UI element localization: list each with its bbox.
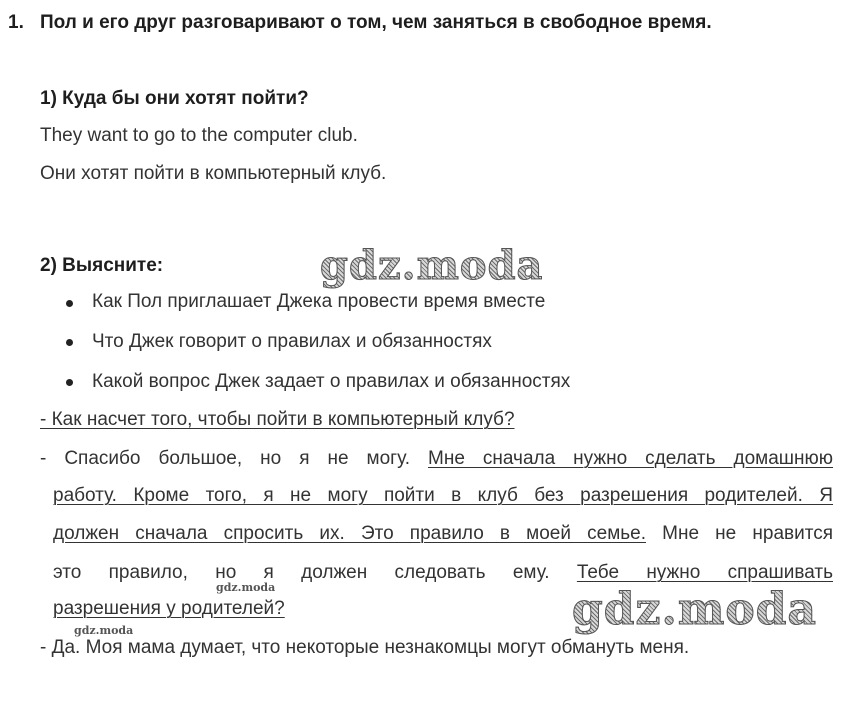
watermark-small-2: gdz.moda	[74, 624, 134, 637]
dialogue-line-5	[53, 562, 833, 584]
bullet-item-2: Что Джек говорит о правилах и обязанностях	[92, 331, 492, 352]
dialogue-line-2-plain: - Спасибо большое, но я не могу.	[40, 448, 410, 469]
dialogue-line-2-underlined: Мне сначала нужно сделать домашнюю	[428, 448, 834, 469]
question-2-heading: 2) Выясните:	[40, 255, 164, 276]
bullet-item-1: Как Пол приглашает Джека провести время вместе	[92, 291, 546, 312]
watermark-small-1: gdz.moda	[216, 581, 276, 594]
bullet-2	[66, 339, 73, 346]
bullet-item-3: Какой вопрос Джек задает о правилах и обязанностях	[92, 371, 571, 392]
task-number: 1.	[8, 12, 24, 33]
dialogue-line-5-plain: это правило, но я должен следовать ему.	[53, 562, 550, 583]
task-title: Пол и его друг разговаривают о том, чем заняться в свободное время.	[40, 12, 712, 33]
watermark-large-top: gdz.moda	[320, 242, 544, 289]
watermark-large-bottom: gdz.moda	[572, 584, 818, 635]
dialogue-line-4	[53, 523, 833, 545]
dialogue-line-6: разрешения у родителей?	[53, 598, 285, 619]
bullet-1	[66, 300, 73, 307]
answer-1-russian: Они хотят пойти в компьютерный клуб.	[40, 163, 387, 184]
dialogue-line-4-plain: Мне не нравится	[662, 523, 833, 544]
dialogue-line-1: - Как насчет того, чтобы пойти в компьютерный клуб?	[40, 409, 515, 430]
dialogue-line-4-underlined: должен сначала спросить их. Это правило в моей семье.	[53, 523, 646, 544]
answer-1-english: They want to go to the computer club.	[40, 125, 358, 146]
dialogue-line-5-underlined: Тебе нужно спрашивать	[576, 562, 833, 583]
dialogue-line-7: - Да. Моя мама думает, что некоторые незнакомцы могут обмануть меня.	[40, 637, 690, 658]
dialogue-line-2	[40, 448, 833, 470]
dialogue-line-3: работу. Кроме того, я не могу пойти в клуб без разрешения родителей. Я	[53, 485, 833, 506]
bullet-3	[66, 379, 73, 386]
question-1-heading: 1) Куда бы они хотят пойти?	[40, 88, 309, 109]
